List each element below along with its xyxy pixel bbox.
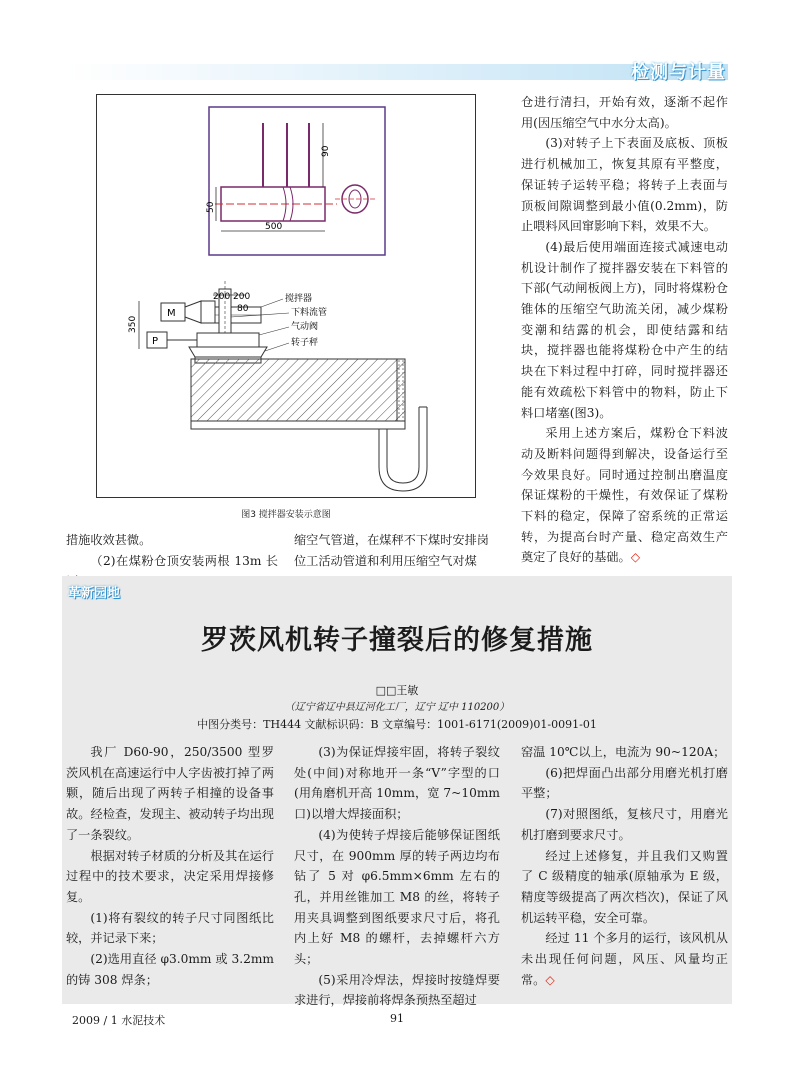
dim-90: 90 — [321, 145, 331, 157]
text-line: 位工活动管道和利用压缩空气对煤 — [294, 553, 477, 568]
paragraph: (4)最后使用端面连接式减速电动机设计制作了搅拌器安装在下料管的下部(气动闸板阀上方)，同时将煤粉仓锥体的压缩空气助流关闭，减少煤粉变潮和结露的机会，即使结露和结块，搅拌器也能将煤粉仓中产生的结块在下料过程中打碎，同时搅拌器还能有效疏松下料管中的物料，防止下料口堵塞(图3)。 — [521, 239, 728, 420]
paragraph: (6)把焊面凸出部分用磨光机打磨平整； — [521, 765, 728, 801]
paragraph: (3)对转子上下表面及底板、顶板进行机械加工，恢复其原有平整度，保证转子运转平稳；将转子上表面与顶板间隙调整到最小值(0.2mm)，防止喂料风回窜影响下料，效果不大。 — [521, 136, 728, 234]
article-title: 罗茨风机转子撞裂后的修复措施 — [201, 625, 593, 656]
paragraph: 我厂 D60-90，250/3500 型罗茨风机在高速运行中人字齿被打掉了两颗，随后出现了两转子相撞的设备事故。经检查，发现主、被动转子均出现了一条裂纹。 — [66, 745, 274, 842]
paragraph: 采用上述方案后，煤粉仓下料波动及断料问题得到解决，设备运行至今效果良好。同时通过控制出磨温度保证煤粉的干燥性，有效保证了煤粉下料的稳定，保障了窑系统的正常运转，为提高台时产量、稳定高效生产奠定了良好的基础。◇ — [521, 426, 728, 565]
mixer-installation-diagram — [97, 95, 475, 497]
dim-80: 80 — [237, 304, 249, 314]
figure-caption: 图3 搅拌器安装示意图 — [241, 510, 331, 520]
paragraph: (5)采用冷焊法，焊接时按缝焊要求进行，焊接前将焊条预热至超过 — [294, 972, 500, 1008]
dim-500: 500 — [265, 222, 283, 232]
label-valve: 气动阀 — [291, 322, 319, 332]
dim-200-a: 200 — [213, 292, 231, 302]
classification-line: 中图分类号：TH444 文献标识码：B 文章编号：1001-6171(2009)01-0091-01 — [197, 718, 597, 731]
section-header-title: 检测与计量 — [631, 62, 726, 83]
text-line: 措施收效甚微。 — [66, 533, 152, 547]
valve — [197, 333, 259, 347]
dim-350: 350 — [128, 315, 138, 333]
motor-label: M — [167, 308, 176, 319]
paragraph: (2)选用直径 φ3.0mm 或 3.2mm 的铸 308 焊条； — [66, 952, 274, 987]
article-author: □□王敏 — [375, 684, 419, 697]
detail-box — [209, 107, 385, 255]
dim-200-b: 200 — [233, 292, 251, 302]
text-line: 缩空气管道，在煤秤不下煤时安排岗 — [294, 533, 489, 547]
paragraph: (4)为使转子焊接后能够保证图纸尺寸，在 900mm 厚的转子两边均布钻了 5 对 φ6.5mm×6mm 左右的孔，并用丝锥加工 M8 的丝，将转子用夹具调整到图纸要求尺寸后，将孔内上好 M8 的螺杆，去掉螺杆六方头； — [294, 827, 500, 967]
dim-50: 50 — [206, 201, 216, 213]
label-feed-pipe: 下料流管 — [291, 308, 328, 318]
pump-label: P — [152, 336, 159, 347]
top-col-3 — [521, 92, 728, 568]
paragraph: 窑温 10℃以上，电流为 90~120A； — [521, 745, 726, 759]
end-mark: ◇ — [545, 972, 555, 987]
footer-page-number: 91 — [390, 1012, 404, 1025]
header-bar — [66, 64, 728, 80]
paragraph: 根据对转子材质的分析及其在运行过程中的技术要求，决定采用焊接修复。 — [66, 848, 274, 904]
end-mark: ◇ — [630, 550, 641, 565]
label-mixer: 搅拌器 — [285, 294, 313, 304]
article-col-3 — [521, 742, 728, 990]
figure-frame — [96, 94, 476, 498]
paragraph: (7)对照图纸，复核尺寸，用磨光机打磨到要求尺寸。 — [521, 807, 728, 842]
article-affiliation: （辽宁省辽中县辽河化工厂，辽宁 辽中 110200） — [284, 702, 510, 713]
top-col-2 — [294, 530, 500, 571]
paragraph: (3)为保证焊接牢固，将转子裂纹处(中间)对称地开一条“V”字型的口(用角磨机开高 10mm，宽 7~10mm 口)以增大焊接面积； — [294, 745, 500, 822]
article-col-2 — [294, 742, 500, 1011]
article-col-1 — [66, 742, 274, 990]
label-rotor-scale: 转子秤 — [291, 338, 319, 348]
footer-journal: 2009 / 1 水泥技术 — [72, 1014, 166, 1027]
section-tag: 革新园地 — [68, 586, 121, 601]
paragraph: 仓进行清扫，开始有效，逐渐不起作用(因压缩空气中水分太高)。 — [521, 95, 728, 130]
paragraph: 经过 11 个多月的运行，该风机从未出现任何问题，风压、风量均正常。◇ — [521, 931, 728, 987]
text-line: （2)在煤粉仓顶安装两根 13m 长 — [90, 553, 278, 568]
paragraph: (1)将有裂纹的转子尺寸同图纸比较，并记录下来； — [66, 910, 274, 946]
rotor-scale — [189, 347, 267, 357]
paragraph: 经过上述修复，并且我们又购置了 C 级精度的轴承(原轴承为 E 级，精度等级提高了两次档次)，保证了风机运转平稳，安全可靠。 — [521, 848, 728, 925]
hopper-base — [191, 359, 405, 429]
